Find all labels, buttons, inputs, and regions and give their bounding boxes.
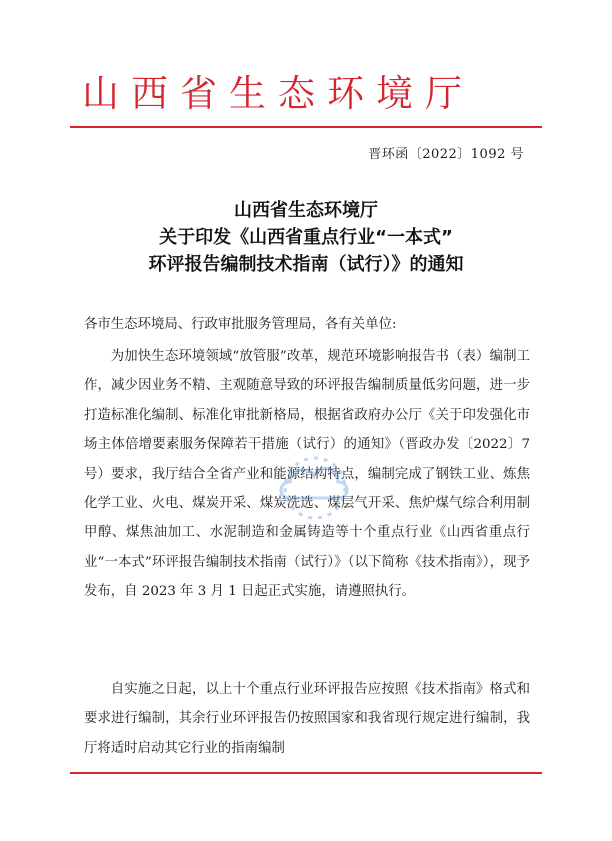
- notice-title: [70, 197, 542, 278]
- salutation: 各市生态环境局、行政审批服务管理局，各有关单位:: [84, 317, 397, 332]
- notice-title-line: 关于印发《山西省重点行业“一本式”: [159, 227, 453, 248]
- agency-letterhead-title: 山西省生态环境厅: [82, 72, 474, 115]
- notice-title-line: 山西省生态环境厅: [234, 200, 378, 221]
- header-red-rule: [70, 126, 542, 128]
- footer-red-rule: [70, 772, 542, 774]
- body-paragraph: 自实施之日起，以上十个重点行业环评报告应按照《技术指南》格式和要求进行编制，其余行业环评报告仍按照国家和我省现行规定进行编制，我厅将适时启动其它行业的指南编制: [84, 682, 530, 756]
- notice-title-line: 环评报告编制技术指南（试行）》的通知: [148, 254, 464, 275]
- body-paragraph: 为加快生态环境领域“放管服”改革，规范环境影响报告书（表）编制工作，减少因业务不精、主观随意导致的环评报告编制质量低劣问题，进一步打造标准化编制、标准化审批新格局，根据省政府办公厅《关于印发强化市场主体倍增要素服务保障若干措施（试行）的通知》（晋政办发〔2022〕7号）要求，我厅结合全省产业和能源结构特点，编制完成了钢铁工业、炼焦化学工业、火电、煤炭开采、煤炭洗选、煤层气开采、焦炉煤气综合利用制甲醇、煤焦油加工、水泥制造和金属铸造等十个重点行业《山西省重点行业“一本式”环评报告编制技术指南（试行）》（以下简称《技术指南》），现予发布，自 2023 年 3 月 1 日起正式实施，请遵照执行。: [84, 349, 530, 600]
- document-number: 晋环函〔2022〕1092 号: [368, 147, 524, 162]
